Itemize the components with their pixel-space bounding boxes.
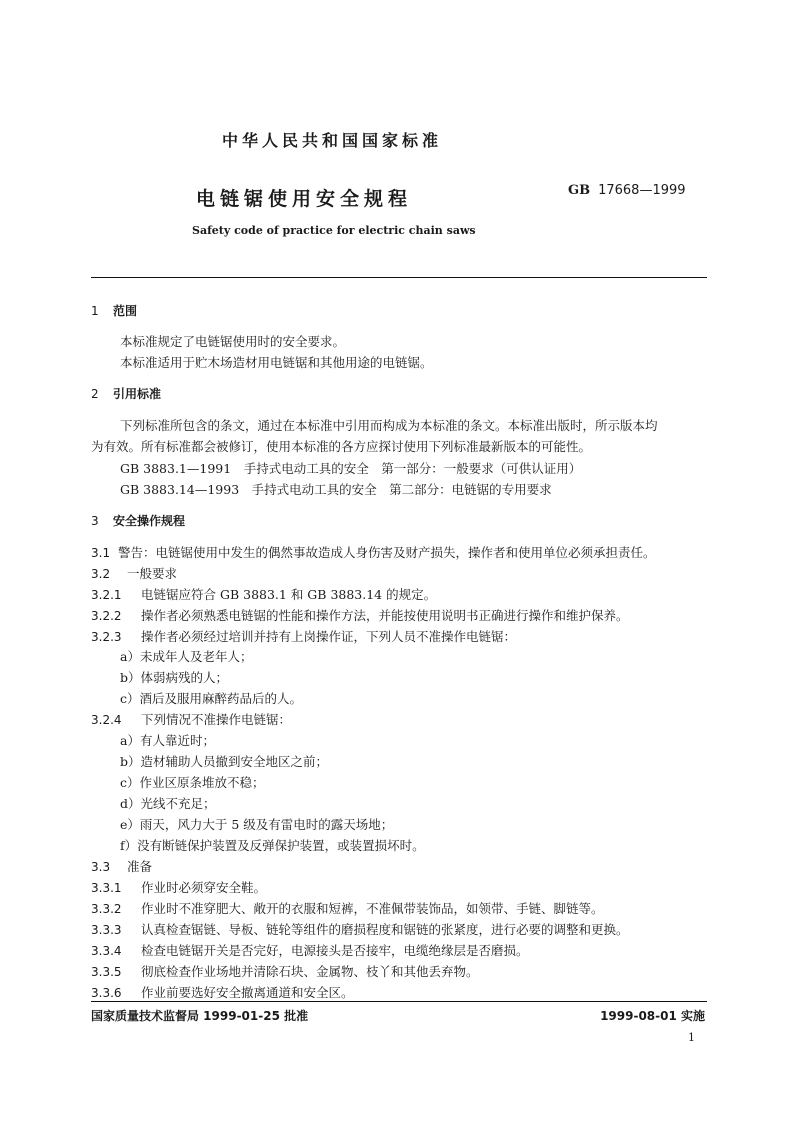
clause-3-3-5 <box>91 962 479 980</box>
page-number: 1 <box>688 1031 695 1044</box>
clause-number: 3.2.3 <box>91 630 122 644</box>
standard-code <box>568 183 686 198</box>
section-number: 1 <box>91 304 99 318</box>
clause-number: 3.3.5 <box>91 965 122 979</box>
reference-standard: GB 3883.14—1993 手持式电动工具的安全 第二部分：电链锯的专用要求 <box>120 482 552 497</box>
clause-text: 操作者必须经过培训并持有上岗操作证，下列人员不准操作电链锯： <box>141 629 517 644</box>
clause-number: 3.3.3 <box>91 923 122 937</box>
list-item: c）酒后及服用麻醉药品后的人。 <box>120 691 303 706</box>
list-item: e）雨天，风力大于 5 级及有雷电时的露天场地； <box>120 817 394 832</box>
clause-number: 3.2.2 <box>91 609 122 623</box>
clause-number: 3.3.4 <box>91 944 122 958</box>
standard-code-number: 17668—1999 <box>598 183 686 198</box>
clause-number: 3.2.1 <box>91 588 122 602</box>
list-item: a）有人靠近时； <box>120 733 215 748</box>
clause-text: 操作者必须熟悉电链锯的性能和操作方法，并能按使用说明书正确进行操作和维护保养。 <box>141 608 629 623</box>
paragraph: 为有效。所有标准都会被修订，使用本标准的各方应探讨使用下列标准最新版本的可能性。 <box>91 439 592 454</box>
clause-text: 警告：电链锯使用中发生的偶然事故造成人身伤害及财产损失，操作者和使用单位必须承担责任。 <box>118 545 656 560</box>
clause-text: 彻底检查作业场地并清除石块、金属物、枝丫和其他丢弃物。 <box>141 964 479 979</box>
national-standard-heading: 中华人民共和国国家标准 <box>221 131 442 150</box>
section-2-heading <box>91 385 161 402</box>
paragraph: 本标准规定了电链锯使用时的安全要求。 <box>120 334 346 349</box>
clause-text: 作业前要选好安全撤离通道和安全区。 <box>141 985 354 1000</box>
section-title: 引用标准 <box>113 387 162 401</box>
header-divider <box>91 277 707 278</box>
section-title: 安全操作规程 <box>113 514 186 528</box>
english-title: Safety code of practice for electric chain saws <box>192 224 476 237</box>
clause-3-3-2 <box>91 899 604 917</box>
clause-number: 3.3 <box>91 860 111 874</box>
footer-divider <box>91 1001 707 1002</box>
clause-text: 认真检查锯链、导板、链轮等组件的磨损程度和锯链的张紧度，进行必要的调整和更换。 <box>141 922 629 937</box>
section-number: 3 <box>91 514 99 528</box>
document-title: 电链锯使用安全规程 <box>196 188 413 210</box>
clause-text: 电链锯应符合 GB 3883.1 和 GB 3883.14 的规定。 <box>141 587 437 602</box>
clause-number: 3.3.6 <box>91 986 122 1000</box>
clause-3-3 <box>91 857 152 875</box>
clause-3-3-4 <box>91 941 529 959</box>
list-item: c）作业区原条堆放不稳； <box>120 775 265 790</box>
paragraph: 本标准适用于贮木场造材用电链锯和其他用途的电链锯。 <box>120 355 433 370</box>
clause-text: 作业时必须穿安全鞋。 <box>141 880 267 895</box>
clause-text: 准备 <box>127 859 153 874</box>
clause-text: 下列情况不准操作电链锯： <box>141 712 292 727</box>
clause-3-2 <box>91 564 177 582</box>
clause-text: 作业时不准穿肥大、敞开的衣服和短裤，不准佩带装饰品，如领带、手链、脚链等。 <box>141 901 604 916</box>
clause-3-2-1 <box>91 585 436 603</box>
clause-3-1 <box>91 543 656 561</box>
clause-text: 一般要求 <box>127 566 178 581</box>
effective-date: 1999-08-01 实施 <box>600 1009 705 1023</box>
clause-number: 3.3.2 <box>91 902 122 916</box>
clause-3-3-3 <box>91 920 629 938</box>
clause-text: 检查电链锯开关是否完好，电源接头是否接牢，电缆绝缘层是否磨损。 <box>141 943 529 958</box>
section-3-heading <box>91 512 185 529</box>
approval-info: 国家质量技术监督局 1999-01-25 批准 <box>91 1009 309 1023</box>
clause-number: 3.1 <box>91 546 111 560</box>
section-number: 2 <box>91 387 99 401</box>
clause-number: 3.2.4 <box>91 713 122 727</box>
clause-number: 3.2 <box>91 567 111 581</box>
paragraph: 下列标准所包含的条文，通过在本标准中引用而构成为本标准的条文。本标准出版时，所示版本均 <box>120 418 658 433</box>
clause-number: 3.3.1 <box>91 881 122 895</box>
list-item: a）未成年人及老年人； <box>120 649 253 664</box>
clause-3-2-2 <box>91 606 629 624</box>
list-item: d）光线不充足； <box>120 796 216 811</box>
list-item: f）没有断链保护装置及反弹保护装置，或装置损坏时。 <box>120 838 425 853</box>
clause-3-2-4 <box>91 710 291 728</box>
section-1-heading <box>91 302 137 319</box>
section-title: 范围 <box>113 304 138 318</box>
list-item: b）造材辅助人员撤到安全地区之前； <box>120 754 329 769</box>
clause-3-3-1 <box>91 878 266 896</box>
clause-3-3-6 <box>91 983 354 1001</box>
standard-code-prefix: GB <box>568 183 591 198</box>
list-item: b）体弱病残的人； <box>120 670 229 685</box>
reference-standard: GB 3883.1—1991 手持式电动工具的安全 第一部分：一般要求（可供认证用） <box>120 461 582 476</box>
clause-3-2-3 <box>91 627 516 645</box>
